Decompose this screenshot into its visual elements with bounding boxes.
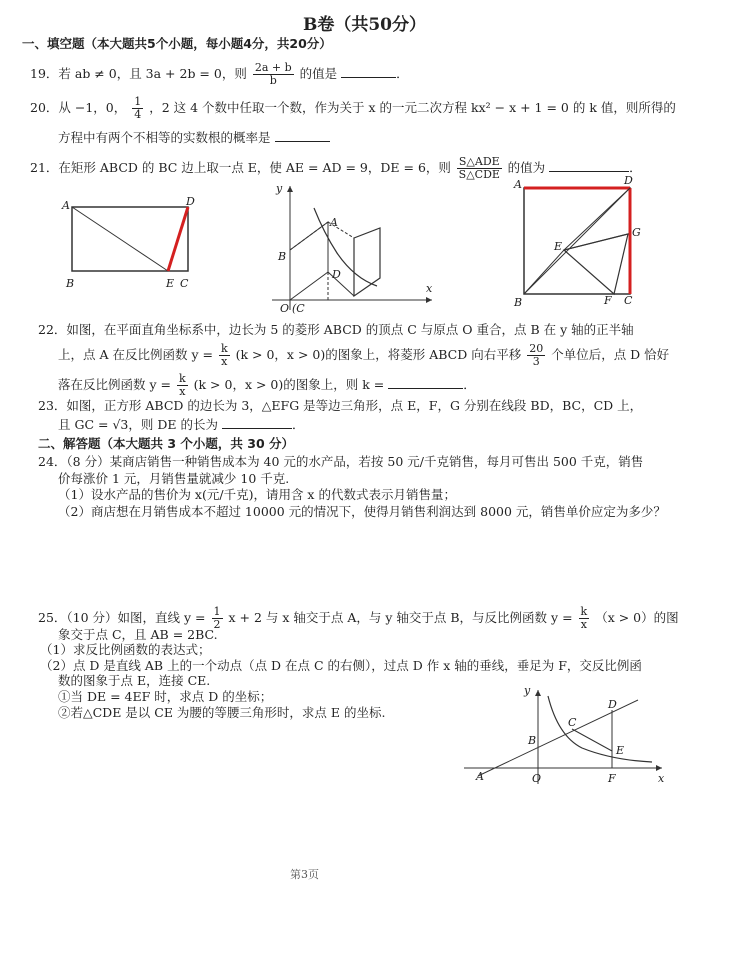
q22-text-b: (k > 0，x > 0)的图象上，将菱形 ABCD 向右平移 <box>235 347 522 363</box>
section-fill-in-heading: 一、填空题（本大题共5个小题，每小题4分，共20分） <box>22 36 332 51</box>
q25-half-numerator: 1 <box>213 605 221 618</box>
q25-half-denominator: 2 <box>213 618 221 632</box>
question-22-line3: 落在反比例函数 y = $\frac{k}{x}$ (k > 0，x > 0)的图象上，则 k = ． <box>58 372 476 399</box>
q22-fraction-shift <box>527 343 545 368</box>
figure-line-hyperbola <box>462 686 672 796</box>
question-22: 22．如图，在平面直角坐标系中，边长为 5 的菱形 ABCD 的顶点 C 与原点 O 重合，点 B 在 y 轴的正半轴 <box>38 322 634 337</box>
label-a: A <box>62 199 70 212</box>
label-c: C <box>624 294 633 307</box>
label-x-axis: x <box>658 772 665 785</box>
label-e: E <box>166 277 175 290</box>
figure-rectangle-abcd <box>60 195 200 295</box>
q25-fraction-k-x <box>579 606 590 631</box>
q25-text-b: x + 2 与 x 轴交于点 A，与 y 轴交于点 B，与反比例函数 y = <box>228 610 573 626</box>
q22-text-c: 个单位后，点 D 恰好 <box>551 347 670 363</box>
figure-square-triangle <box>510 174 650 309</box>
label-b: B <box>514 296 523 309</box>
label-a: A <box>514 178 522 191</box>
q25-text-c: （x > 0）的图 <box>595 610 679 626</box>
q23-text: 且 GC = √3，则 DE 的长为 <box>58 417 218 432</box>
label-d: D <box>608 698 617 711</box>
q21-numerator: S△ADE <box>458 155 500 168</box>
label-a: A <box>476 770 484 783</box>
label-c: C <box>568 716 577 729</box>
q21-denominator: S△CDE <box>458 168 500 182</box>
question-20 <box>30 96 676 121</box>
label-f: F <box>608 772 616 785</box>
question-21: 21．在矩形 ABCD 的 BC 边上取一点 E，使 AE = AD = 9，DE = 6，则 $\frac{\text{S△ADE}}{\text{S△CDE}}$ 的值为 ． <box>30 155 642 182</box>
q22-fraction-k-x <box>219 343 230 368</box>
figure-rhombus-coordinate <box>262 178 442 316</box>
q22-shift-numerator: 20 <box>529 342 544 355</box>
q22-text-e: (k > 0，x > 0)的图象上，则 k = <box>193 377 385 393</box>
question-24-line2: 价每涨价 1 元，月销售量就减少 10 千克. <box>58 471 290 486</box>
label-x-axis: x <box>426 282 433 295</box>
label-b: B <box>278 250 287 263</box>
label-f: F <box>604 294 612 307</box>
q20-answer-blank[interactable] <box>275 131 330 142</box>
label-y-axis: y <box>524 684 531 697</box>
q20-text-tail: ，2 这 4 个数中任取一个数，作为关于 x 的一元二次方程 kx² − x + 1 = 0 的 k 值，则所得的 <box>149 100 676 116</box>
q19-denominator: b <box>269 74 277 88</box>
label-o: O <box>280 302 290 315</box>
q19-fraction <box>253 62 294 87</box>
q25-k: k <box>580 605 588 618</box>
question-23-line2: 且 GC = √3，则 DE 的长为 ． <box>58 417 305 432</box>
label-g: G <box>632 226 641 239</box>
q20-text-line2: 方程中有两个不相等的实数根的概率是 <box>58 130 271 145</box>
question-20-line2 <box>58 130 330 146</box>
label-y-axis: y <box>276 182 283 195</box>
q22-shift-denominator: 3 <box>532 355 540 369</box>
label-a: A <box>330 216 338 229</box>
question-24-part1: （1）设水产品的售价为 x(元/千克)，请用含 x 的代数式表示月销售量； <box>58 487 456 502</box>
q19-numerator: 2a + b <box>254 61 292 74</box>
q22-k: k <box>220 342 228 355</box>
q22-x-2: x <box>179 385 186 399</box>
q19-text: 19．若 ab ≠ 0，且 3a + 2b = 0，则 <box>30 66 247 82</box>
q25-text-a: 25．（10 分）如图，直线 y = <box>38 610 206 626</box>
question-23: 23．如图，正方形 ABCD 的边长为 3，△EFG 是等边三角形，点 E，F，G 分别在线段 BD，BC，CD 上， <box>38 398 643 413</box>
q22-text-a: 上，点 A 在反比例函数 y = <box>58 347 213 363</box>
question-25-sub2: ②若△CDE 是以 CE 为腰的等腰三角形时，求点 E 的坐标. <box>58 705 386 720</box>
q22-x: x <box>221 355 228 369</box>
q25-x: x <box>580 618 587 632</box>
question-25-sub1: ①当 DE = 4EF 时，求点 D 的坐标； <box>58 689 273 704</box>
q19-text-tail: 的值是 <box>299 66 338 82</box>
label-d: D <box>186 195 195 208</box>
q22-k-2: k <box>178 372 186 385</box>
question-25-part2: （2）点 D 是直线 AB 上的一个动点（点 D 在点 C 的右侧），过点 D 作 x 轴的垂线，垂足为 F，交反比例函 <box>40 658 642 673</box>
label-c: C <box>180 277 189 290</box>
q21-answer-blank[interactable] <box>549 161 629 172</box>
q22-text-d: 落在反比例函数 y = <box>58 377 171 393</box>
page-number: 第3页 <box>290 868 319 881</box>
label-e: E <box>554 240 563 253</box>
label-d: D <box>624 174 633 187</box>
question-22-line2 <box>58 343 669 368</box>
highlight-segment-de <box>168 207 188 271</box>
question-24: 24．（8 分）某商店销售一种销售成本为 40 元的水产品，若按 50 元/千克销售，每月可售出 500 千克，销售 <box>38 454 644 469</box>
question-25-part1: （1）求反比例函数的表达式； <box>40 642 211 657</box>
question-25-line2: 象交于点 C，且 AB = 2BC. <box>58 627 218 642</box>
label-b: B <box>528 734 537 747</box>
q20-numerator: 1 <box>134 95 142 108</box>
q21-text-tail: 的值为 <box>507 160 546 176</box>
q20-text: 20．从 −1，0， <box>30 100 127 116</box>
q20-fraction <box>132 96 143 121</box>
q23-answer-blank[interactable] <box>222 418 292 429</box>
q22-fraction-k-x-2 <box>177 373 188 398</box>
q22-answer-blank[interactable] <box>388 378 463 389</box>
q19-answer-blank[interactable] <box>341 67 396 78</box>
q21-text: 21．在矩形 ABCD 的 BC 边上取一点 E，使 AE = AD = 9，DE = 6，则 <box>30 160 451 176</box>
question-24-part2: （2）商店想在月销售成本不超过 10000 元的情况下，使得月销售利润达到 8000 元，销售单价应定为多少？ <box>58 504 666 519</box>
q21-fraction <box>457 156 502 181</box>
label-o: O <box>532 772 542 785</box>
q20-denominator: 4 <box>134 108 142 122</box>
question-25-part2-line2: 数的图象于点 E，连接 CE. <box>58 673 211 688</box>
question-19: 19．若 ab ≠ 0，且 3a + 2b = 0，则 $\frac{2a + b}{b}$ 的值是 ． <box>30 61 409 88</box>
label-d: D <box>332 268 341 281</box>
label-b: B <box>66 277 75 290</box>
label-e: E <box>616 744 625 757</box>
section-answer-heading: 二、解答题（本大题共 3 个小题，共 30 分） <box>38 436 295 451</box>
page-title: B卷（共50分） <box>302 15 427 35</box>
label-c: (C <box>292 302 305 315</box>
